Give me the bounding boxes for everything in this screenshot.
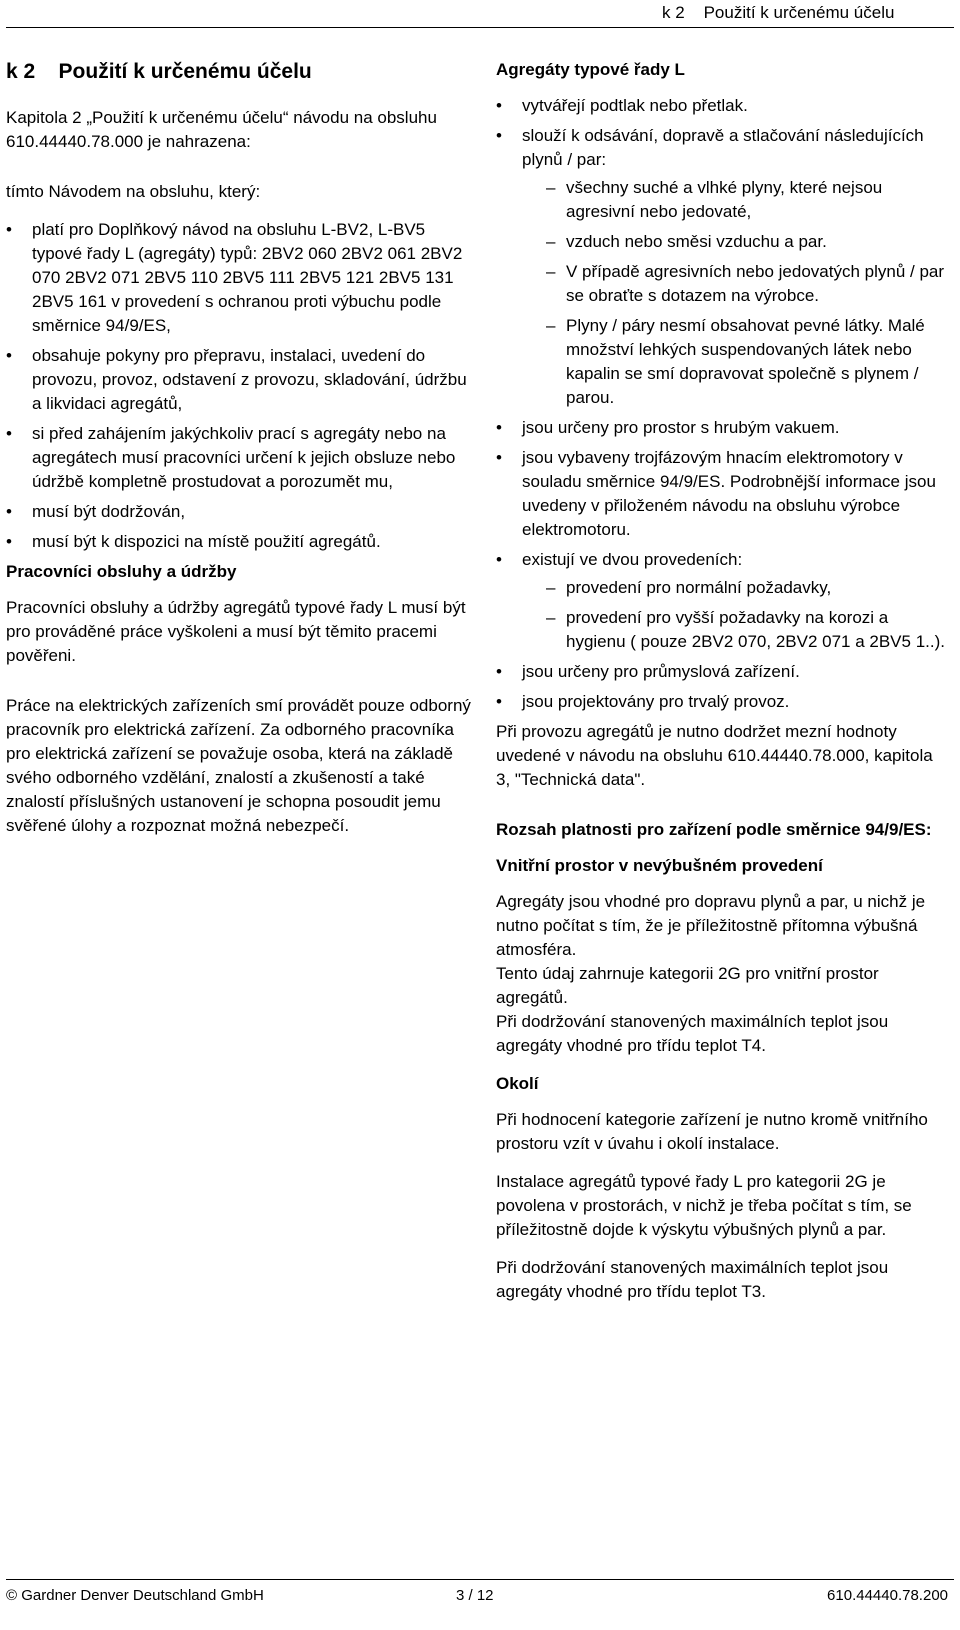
list-item: • jsou určeny pro průmyslová zařízení. (496, 660, 950, 684)
limits-paragraph: Při provozu agregátů je nutno dodržet mezní hodnoty uvedené v návodu na obsluhu 610.44440.78.000, kapitola 3, "Technická data". (496, 722, 933, 789)
environment-heading: Okolí (496, 1074, 539, 1093)
right-column (496, 58, 950, 1304)
dash-item: – vzduch nebo směsi vzduchu a par. (522, 230, 950, 254)
interior-paragraph: Agregáty jsou vhodné pro dopravu plynů a par, u nichž je nutno počítat s tím, že je příležitostně přítomna výbušná atmosféra. (496, 892, 926, 959)
interior-heading: Vnitřní prostor v nevýbušném provedení (496, 856, 823, 875)
list-item: • vytvářejí podtlak nebo přetlak. (496, 94, 950, 118)
list-item: • musí být dodržován, (6, 500, 472, 524)
aggregates-heading: Agregáty typové řady L (496, 60, 685, 79)
header-rule (6, 27, 954, 28)
footer-company: © Gardner Denver Deutschland GmbH (6, 1587, 264, 1604)
list-item-text: slouží k odsávání, dopravě a stlačování následujících plynů / par: (522, 126, 924, 169)
dash-item: – provedení pro vyšší požadavky na korozi a hygienu ( pouze 2BV2 070, 2BV2 071 a 2BV5 1..). (522, 606, 950, 654)
footer-rule (6, 1579, 954, 1580)
environment-paragraph-3: Při dodržování stanovených maximálních teplot jsou agregáty vhodné pro třídu teplot T3. (496, 1258, 889, 1301)
footer-doc-number: 610.44440.78.200 (827, 1587, 948, 1604)
left-column (6, 58, 472, 838)
dash-item: – V případě agresivních nebo jedovatých plynů / par se obraťte s dotazem na výrobce. (522, 260, 950, 308)
list-item: • jsou projektovány pro trvalý provoz. (496, 690, 950, 714)
interior-paragraph-3: Při dodržování stanovených maximálních teplot jsou agregáty vhodné pro třídu teplot T4. (496, 1012, 889, 1055)
list-item: • musí být k dispozici na místě použití agregátů. (6, 530, 472, 554)
intro-paragraph: Kapitola 2 „Použití k určenému účelu“ návodu na obsluhu 610.44440.78.000 je nahrazena: (6, 108, 437, 151)
list-item: • jsou určeny pro prostor s hrubým vakuem. (496, 416, 950, 440)
dash-item: – provedení pro normální požadavky, (522, 576, 950, 600)
running-header: k 2 Použití k určenému účelu (662, 3, 895, 22)
electrical-paragraph: Práce na elektrických zařízeních smí provádět pouze odborný pracovník pro elektrická zařízení. Za odborného pracovníka pro elektrická zařízení se považuje osoba, která na základě svého odborného vzdělání, znalostí a zkušeností a také znalostí příslušných ustanovení je schopna posoudit jemu svěřené úlohy a rozpoznat možná nebezpečí. (6, 696, 471, 835)
list-item: • obsahuje pokyny pro přepravu, instalaci, uvedení do provozu, provoz, odstavení z provozu, skladování, údržbu a likvidaci agregátů, (6, 344, 472, 416)
footer-page-number: 3 / 12 (456, 1587, 494, 1604)
staff-heading: Pracovníci obsluhy a údržby (6, 562, 237, 581)
environment-paragraph-1: Při hodnocení kategorie zařízení je nutno kromě vnitřního prostoru vzít v úvahu i okolí instalace. (496, 1110, 928, 1153)
dash-item: – všechny suché a vlhké plyny, které nejsou agresivní nebo jedovaté, (522, 176, 950, 224)
list-item: • jsou vybaveny trojfázovým hnacím elektromotory v souladu směrnice 94/9/ES. Podrobnější informace jsou uvedeny v přiloženém návodu na obsluhu výrobce elektromotoru. (496, 446, 950, 542)
dash-item: – Plyny / páry nesmí obsahovat pevné látky. Malé množství lehkých suspendovaných látek nebo kapalin se smí dopravovat společně s plynem / parou. (522, 314, 950, 410)
list-item (496, 124, 950, 410)
environment-paragraph-2: Instalace agregátů typové řady L pro kategorii 2G je povolena v prostorách, v nichž je třeba počítat s tím, se příležitostně dojde k výskytu výbušných plynů a par. (496, 1172, 912, 1239)
aggregates-bullet-list (496, 94, 950, 714)
list-item (496, 548, 950, 654)
list-item-text: existují ve dvou provedeních: (522, 550, 743, 569)
scope-bullet-list (6, 218, 472, 554)
version-dash-list (522, 576, 950, 654)
gas-dash-list (522, 176, 950, 410)
lead-paragraph: tímto Návodem na obsluhu, který: (6, 182, 261, 201)
list-item: • si před zahájením jakýchkoliv prací s agregáty nebo na agregátech musí pracovníci určení k jejich obsluze nebo údržbě kompletně prostudovat a porozumět mu, (6, 422, 472, 494)
list-item: • platí pro Doplňkový návod na obsluhu L-BV2, L-BV5 typové řady L (agregáty) typů: 2BV2 060 2BV2 061 2BV2 070 2BV2 071 2BV5 110 2BV5 111 2BV5 121 2BV5 131 2BV5 161 v provedení s ochranou proti výbuchu podle směrnice 94/9/ES, (6, 218, 472, 338)
chapter-title: k 2 Použití k určenému účelu (6, 60, 312, 83)
interior-paragraph-2: Tento údaj zahrnuje kategorii 2G pro vnitřní prostor agregátů. (496, 964, 879, 1007)
scope-heading: Rozsah platnosti pro zařízení podle směrnice 94/9/ES: (496, 820, 932, 839)
staff-paragraph: Pracovníci obsluhy a údržby agregátů typové řady L musí být pro prováděné práce vyškoleni a musí být těmito pracemi pověřeni. (6, 598, 466, 665)
